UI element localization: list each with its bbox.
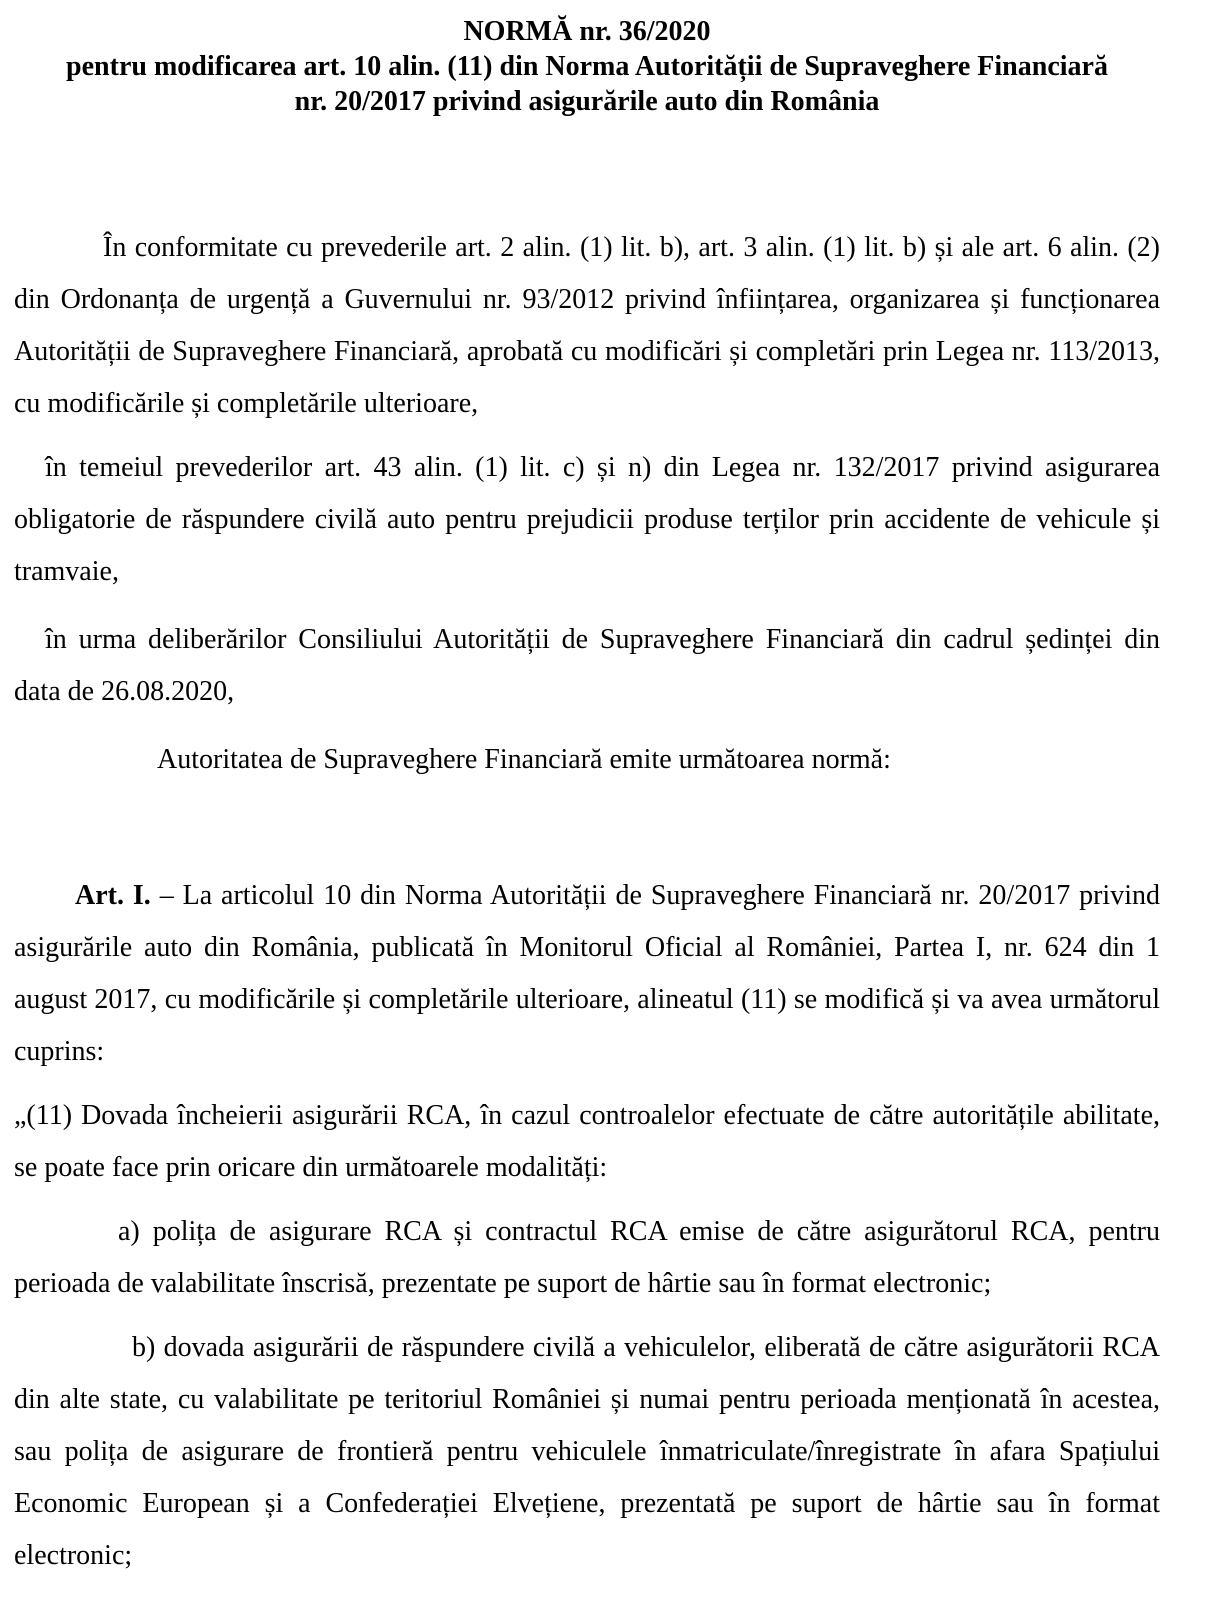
paragraph-preamble-conformity: În conformitate cu prevederile art. 2 alin. (1) lit. b), art. 3 alin. (1) lit. b) și ale art. 6 alin. (2) din Ordonanța de urgență a Guvernului nr. 93/2012 privind înființarea, organizarea și funcționarea Autorității de Supraveghere Financiară, aprobată cu modificări și completări prin Legea nr. 113/2013, cu modificările și completările ulterioare, [14, 232, 1160, 419]
paragraph-alineat-11: „(11) Dovada încheierii asigurării RCA, în cazul controalelor efectuate de către autoritățile abilitate, se poate face prin oricare din următoarele modalități: [14, 1100, 1160, 1183]
title-line-modification: pentru modificarea art. 10 alin. (11) din Norma Autorității de Supraveghere Financiară [66, 51, 1108, 82]
document-body [14, 222, 1160, 1582]
paragraph-item-b: b) dovada asigurării de răspundere civilă a vehiculelor, eliberată de către asigurătorii RCA din alte state, cu valabilitate pe teritoriul României și numai pentru perioada menționată în acestea, sau polița de asigurare de frontieră pentru vehiculele înmatriculate/înregistrate în afara Spațiului Economic European și a Confederației Elvețiene, prezentată pe suport de hârtie sau în format electronic; [14, 1332, 1160, 1571]
paragraph-item-a: a) polița de asigurare RCA și contractul RCA emise de către asigurătorul RCA, pentru perioada de valabilitate înscrisă, prezentate pe suport de hârtie sau în format electronic; [14, 1216, 1160, 1299]
title-line-norm-reference: nr. 20/2017 privind asigurările auto din România [294, 86, 880, 117]
paragraph-article-1 [14, 870, 1160, 1078]
paragraph-issuance-statement: Autoritatea de Supraveghere Financiară emite următoarea normă: [157, 744, 891, 775]
article-1-text: – La articolul 10 din Norma Autorității de Supraveghere Financiară nr. 20/2017 privind asigurările auto din România, publicată în Monitorul Oficial al României, Partea I, nr. 624 din 1 august 2017, cu modificările și completările ulterioare, alineatul (11) se modifică și va avea următorul cuprins: [14, 880, 1160, 1067]
paragraph-preamble-deliberation: în urma deliberărilor Consiliului Autorității de Supraveghere Financiară din cadrul ședinței din data de 26.08.2020, [14, 624, 1160, 707]
article-1-label: Art. I. [75, 880, 151, 911]
paragraph-preamble-legal-basis: în temeiul prevederilor art. 43 alin. (1) lit. c) și n) din Legea nr. 132/2017 privind asigurarea obligatorie de răspundere civilă auto pentru prejudicii produse terților prin accidente de vehicule și tramvaie, [14, 452, 1160, 587]
title-line-norm-number: NORMĂ nr. 36/2020 [463, 16, 711, 47]
document-title [14, 14, 1160, 119]
